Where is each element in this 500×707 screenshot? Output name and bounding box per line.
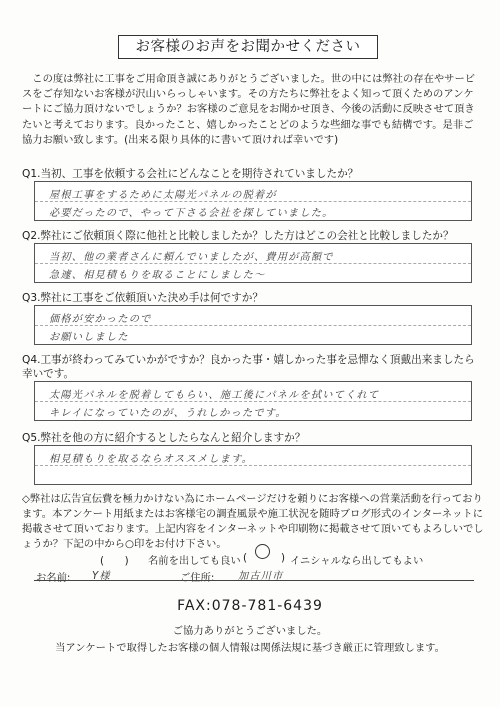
choice-open-paren: ( xyxy=(243,552,248,564)
privacy-text: 当アンケートで取得したお客様の個人情報は関係法規に基づき厳正に管理致します。 xyxy=(55,642,445,654)
answer-box-3 xyxy=(34,305,472,345)
question-3: Q3.弊社に工事をご依頼頂いた決め手は何ですか？ xyxy=(22,292,263,304)
answer-1-line-1: 屋根工事をするために太陽光パネルの脱着が xyxy=(49,190,277,201)
answer-3-line-1: 価格が安かったので xyxy=(49,314,152,325)
question-1: Q1.当初、工事を依頼する会社にどんなことを期待されていましたか？ xyxy=(22,168,359,180)
answer-2-line-1: 当初、他の業者さんに頼んでいましたが、費用が高額で xyxy=(49,252,334,263)
choice-name-ok: 名前を出しても良い xyxy=(148,555,241,567)
question-2: Q2.弊社にご依頼頂く際に他社と比較しましたか？した方はどこの会社と比較しましたか？ xyxy=(22,230,454,242)
answer-2-line-2: 急遽、相見積もりを取ることにしました〜 xyxy=(49,270,266,281)
ruled-line xyxy=(35,325,471,326)
address-label: ご住所: xyxy=(180,572,215,584)
answer-box-2 xyxy=(34,243,472,283)
answer-3-line-2: お願いしました xyxy=(49,332,129,343)
question-5: Q5.弊社を他の方に紹介するとしたらなんと紹介しますか？ xyxy=(22,432,306,444)
choice-initials-ok: イニシャルなら出してもよい xyxy=(290,555,424,567)
answer-box-5 xyxy=(34,445,472,485)
answer-box-1 xyxy=(34,181,472,221)
ruled-line xyxy=(35,465,471,466)
answer-box-4 xyxy=(34,381,472,421)
fax-number: FAX:078-781-6439 xyxy=(177,598,323,614)
thanks-text: ご協力ありがとうございました。 xyxy=(172,625,328,637)
ruled-line xyxy=(35,401,471,402)
publication-notice: ◇弊社は広告宣伝費を極力かけない為にホームページだけを頼りにお客様への営業活動を行っております。本アンケート用紙またはお客様宅の調査風景や施工状況を随時ブログ形式のインターネットに掲載させて頂いております。上記内容をインターネットや印刷物に掲載させて頂いてもよろしいでしょうか？下記の中から○印をお付け下さい。 xyxy=(22,493,484,550)
answer-4-line-1: 太陽光パネルを脱着してもらい、施工後にパネルを拭いてくれて xyxy=(49,390,380,401)
name-label: お名前: xyxy=(36,572,71,584)
name-value[interactable]: Y様 xyxy=(92,571,111,582)
answer-1-line-2: 必要だったので、やって下さる会社を探していました。 xyxy=(49,208,334,219)
ruled-line xyxy=(35,263,471,264)
intro-text: この度は弊社に工事をご用命頂き誠にありがとうございました。世の中には弊社の存在やサービスをご存知ないお客様が沢山いらっしゃいます。その方たちに弊社をよく知って頂くためのアンケートにご協力頂けないでしょうか？お客様のご意見をお聞かせ頂き、今後の活動に反映させて頂きたいと考えております。良かったこと、嬉しかったことどのような些細な事でも結構です。是非ご協力お願い致します。(出来る限り具体的に書いて頂ければ幸いです) xyxy=(22,73,476,146)
choice-close-paren: ) xyxy=(281,552,286,564)
choice-blank-paren[interactable]: ( ) xyxy=(100,555,129,567)
fields-underline xyxy=(34,580,474,581)
survey-title: お客様のお声をお聞かせください xyxy=(118,35,378,59)
answer-4-line-2: キレイになっていたのが、うれしかったです。 xyxy=(49,408,287,419)
answer-5-line-1: 相見積もりを取るならオススメします。 xyxy=(49,454,254,465)
address-value[interactable]: 加古川市 xyxy=(238,571,284,582)
ruled-line xyxy=(35,201,471,202)
question-4: Q4.工事が終わってみていかがですか？良かった事・嬉しかった事を忌憚なく頂戴出来ましたら幸いです。 xyxy=(22,354,475,380)
circle-mark-icon[interactable] xyxy=(255,544,270,559)
